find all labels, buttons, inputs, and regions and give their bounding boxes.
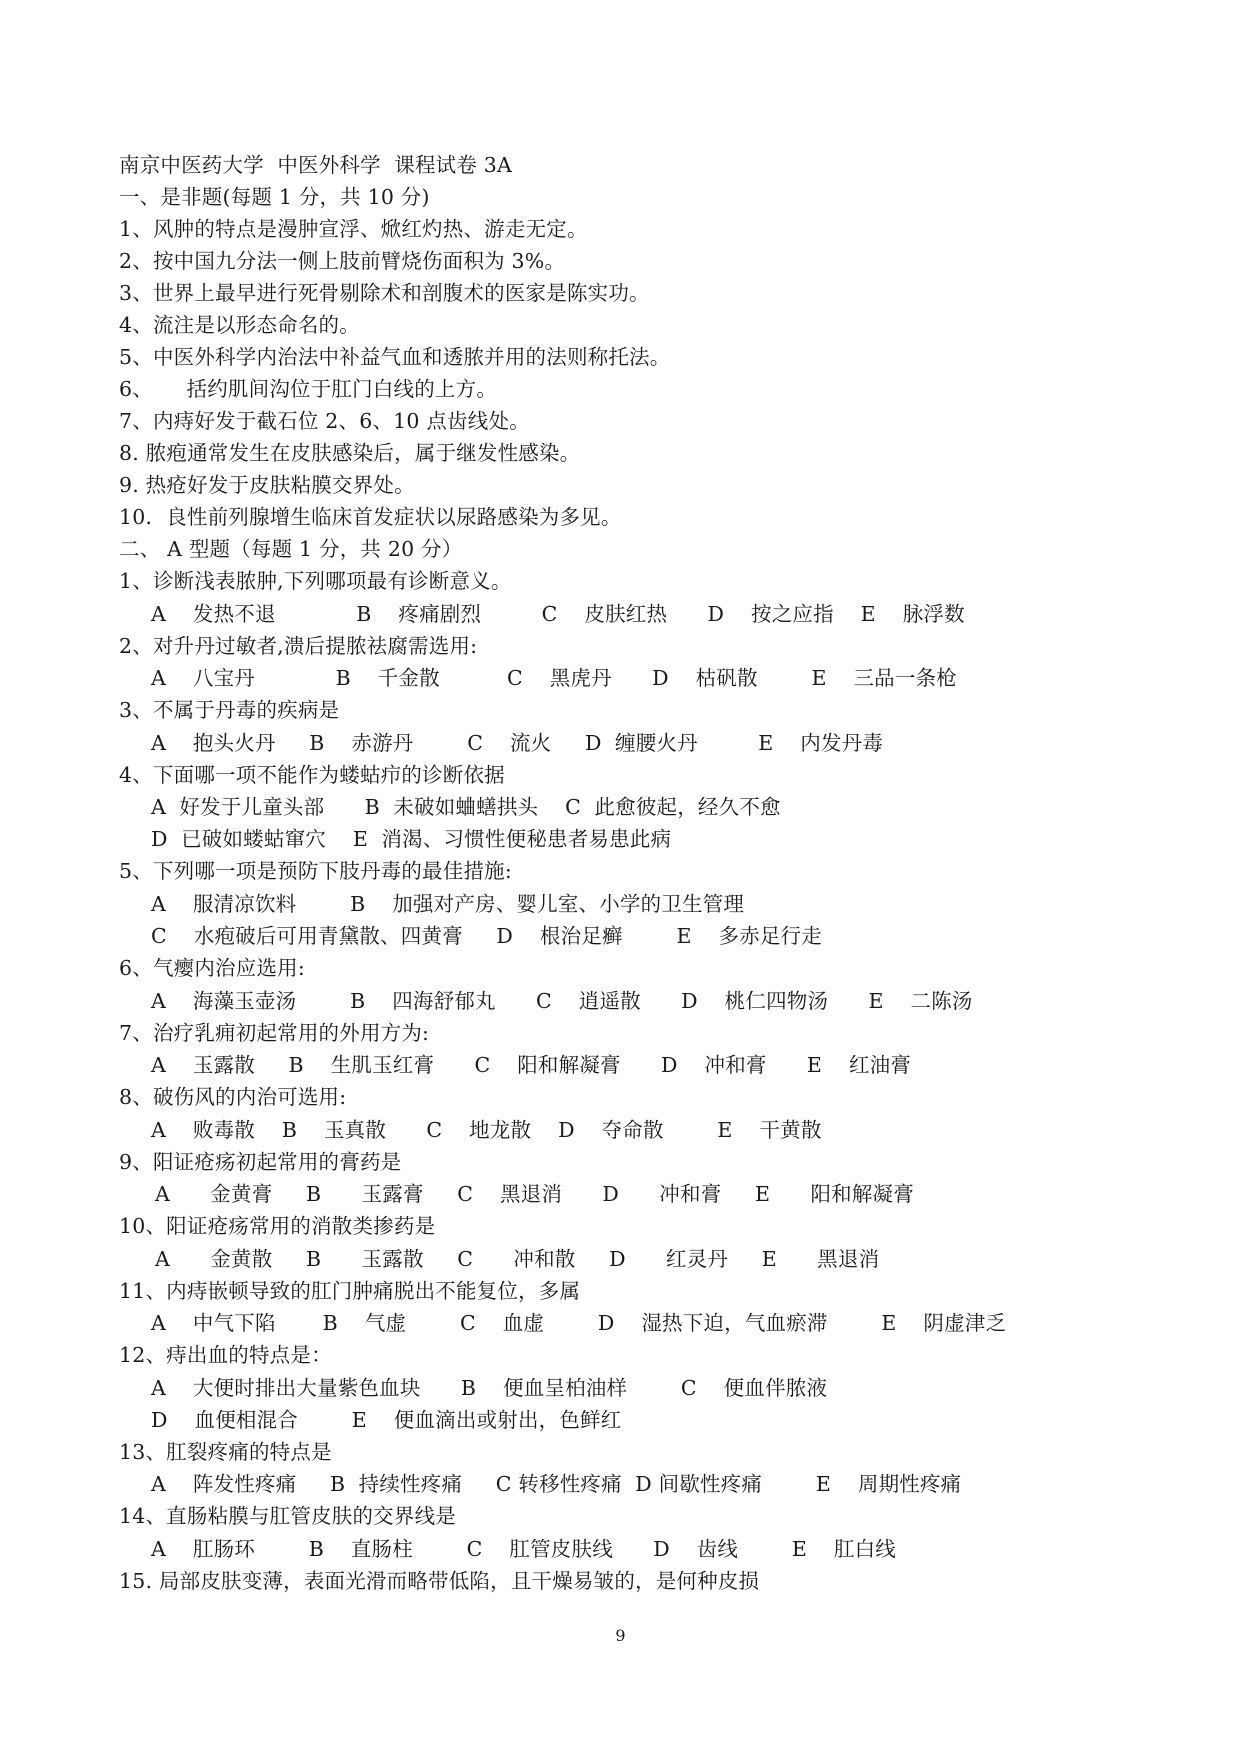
question-line: 9. 热疮好发于皮肤粘膜交界处。 (119, 473, 415, 497)
options-line: A 中气下陷 B 气虚 C 血虚 D 湿热下迫，气血瘀滞 E 阴虚津乏 (151, 1311, 1007, 1335)
options-line: A 发热不退 B 疼痛剧烈 C 皮肤红热 D 按之应指 E 脉浮数 (151, 602, 965, 626)
options-line: A 金黄散 B 玉露散 C 冲和散 D 红灵丹 E 黑退消 (155, 1247, 880, 1271)
exam-title: 南京中医药大学 中医外科学 课程试卷 3A (119, 153, 513, 177)
question-line: 8. 脓疱通常发生在皮肤感染后，属于继发性感染。 (119, 441, 581, 465)
options-line: A 服清凉饮料 B 加强对产房、婴儿室、小学的卫生管理 (151, 892, 745, 916)
question-line: 3、不属于丹毒的疾病是 (119, 698, 340, 722)
options-line: C 水疱破后可用青黛散、四黄膏 D 根治足癣 E 多赤足行走 (151, 924, 822, 948)
options-line: D 血便相混合 E 便血滴出或射出，色鲜红 (151, 1408, 622, 1432)
question-line: 9、阳证疮疡初起常用的膏药是 (119, 1150, 402, 1174)
options-line: D 已破如蝼蛄窜穴 E 消渴、习惯性便秘患者易患此病 (151, 827, 672, 851)
question-line: 2、按中国九分法一侧上肢前臂烧伤面积为 3%。 (119, 249, 566, 273)
question-line: 11、内痔嵌顿导致的肛门肿痛脱出不能复位，多属 (119, 1279, 581, 1303)
question-line: 13、肛裂疼痛的特点是 (119, 1440, 332, 1464)
question-line: 3、世界上最早进行死骨剔除术和剖腹术的医家是陈实功。 (119, 281, 650, 305)
options-line: A 玉露散 B 生肌玉红膏 C 阳和解凝膏 D 冲和膏 E 红油膏 (151, 1053, 912, 1077)
options-line: A 海藻玉壶汤 B 四海舒郁丸 C 逍遥散 D 桃仁四物汤 E 二陈汤 (151, 989, 973, 1013)
question-line: 10、阳证疮疡常用的消散类掺药是 (119, 1214, 436, 1238)
section-heading: 二、 A 型题（每题 1 分，共 20 分） (119, 537, 463, 561)
options-line: A 好发于儿童头部 B 未破如蛐蟮拱头 C 此愈彼起，经久不愈 (151, 795, 781, 819)
question-line: 14、直肠粘膜与肛管皮肤的交界线是 (119, 1504, 456, 1528)
question-line: 7、治疗乳痈初起常用的外用方为: (119, 1021, 430, 1045)
question-line: 4、流注是以形态命名的。 (119, 313, 360, 337)
options-line: A 阵发性疼痛 B 持续性疼痛 C 转移性疼痛 D 间歇性疼痛 E 周期性疼痛 (151, 1472, 962, 1496)
question-line: 4、下面哪一项不能作为蝼蛄疖的诊断依据 (119, 763, 505, 787)
options-line: A 败毒散 B 玉真散 C 地龙散 D 夺命散 E 干黄散 (151, 1118, 822, 1142)
question-line: 15. 局部皮肤变薄，表面光滑而略带低陷，且干燥易皱的，是何种皮损 (119, 1569, 760, 1593)
options-line: A 肛肠环 B 直肠柱 C 肛管皮肤线 D 齿线 E 肛白线 (151, 1537, 896, 1561)
question-line: 6、气瘿内治应选用: (119, 956, 305, 980)
question-line: 12、痔出血的特点是： (119, 1343, 332, 1367)
options-line: A 抱头火丹 B 赤游丹 C 流火 D 缠腰火丹 E 内发丹毒 (151, 731, 884, 755)
question-line: 10．良性前列腺增生临床首发症状以尿路感染为多见。 (119, 505, 622, 529)
question-line: 2、对升丹过敏者,溃后提脓祛腐需选用: (119, 634, 478, 658)
question-line: 8、破伤风的内治可选用: (119, 1085, 347, 1109)
section-heading: 一、是非题(每题 1 分，共 10 分) (119, 185, 430, 209)
options-line: A 八宝丹 B 千金散 C 黑虎丹 D 枯矾散 E 三品一条枪 (151, 666, 957, 690)
page-number: 9 (615, 1626, 626, 1645)
question-line: 5、中医外科学内治法中补益气血和透脓并用的法则称托法。 (119, 345, 671, 369)
question-line: 5、下列哪一项是预防下肢丹毒的最佳措施: (119, 859, 512, 883)
question-line: 1、风肿的特点是漫肿宣浮、焮红灼热、游走无定。 (119, 217, 588, 241)
options-line: A 大便时排出大量紫色血块 B 便血呈柏油样 C 便血伴脓液 (151, 1376, 828, 1400)
question-line: 7、内痔好发于截石位 2、6、10 点齿线处。 (119, 409, 530, 433)
question-line: 6、 括约肌间沟位于肛门白线的上方。 (119, 377, 498, 401)
question-line: 1、诊断浅表脓肿,下列哪项最有诊断意义。 (119, 569, 512, 593)
options-line: A 金黄膏 B 玉露膏 C 黑退消 D 冲和膏 E 阳和解凝膏 (155, 1182, 914, 1206)
